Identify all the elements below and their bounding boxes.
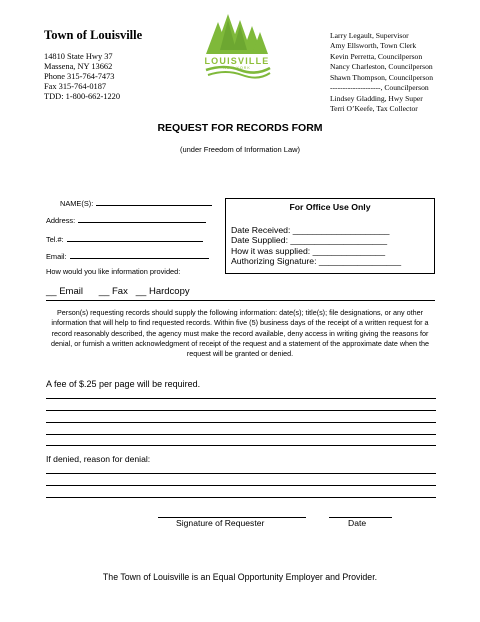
- footer-statement: The Town of Louisville is an Equal Opportunity Employer and Provider.: [102, 572, 378, 582]
- signature-label: Signature of Requester: [176, 518, 265, 528]
- staff-hwy-super: Lindsey Gladding, Hwy Super: [330, 94, 423, 103]
- fee-write-line[interactable]: [46, 422, 436, 423]
- logo-subtext: NEW YORK: [223, 66, 251, 70]
- date-label: Date: [348, 518, 367, 528]
- policy-paragraph: Person(s) requesting records should supply the following information: date(s); title(s); file designations, or any other information that will help to find requested records. Within five (5) business days of the receipt of a written request for a record reasonably described, the agency must make the record available, deny access in writing giving the reasons for denial, or furnish a written acknowledgment of receipt of the request and a statement of the approximate date when the request will be granted or denied.: [51, 308, 429, 359]
- office-use-title: For Office Use Only: [289, 202, 371, 212]
- staff-councilperson: Kevin Perretta, Councilperson: [330, 52, 423, 61]
- fee-write-line[interactable]: [46, 410, 436, 411]
- name-label: NAME(S):: [60, 199, 94, 208]
- logo-text: LOUISVILLE: [204, 56, 270, 66]
- tel-input-line[interactable]: [67, 234, 203, 242]
- staff-councilperson: Nancy Charleston, Councilperson: [330, 62, 433, 71]
- name-input-line[interactable]: [96, 198, 212, 206]
- how-supplied-line: How it was supplied: _______________: [231, 246, 386, 256]
- fax-line: Fax 315-764-0187: [44, 82, 107, 91]
- fee-notice: A fee of $.25 per page will be required.: [46, 379, 201, 389]
- tel-label: Tel.#:: [46, 235, 64, 244]
- staff-supervisor: Larry Legault, Supervisor: [330, 31, 409, 40]
- form-subtitle: (under Freedom of Information Law): [179, 145, 301, 154]
- fee-write-line[interactable]: [46, 398, 436, 399]
- denial-write-line[interactable]: [46, 497, 436, 498]
- denial-label: If denied, reason for denial:: [46, 454, 151, 464]
- email-field[interactable]: [46, 251, 209, 261]
- name-field[interactable]: [60, 198, 212, 208]
- section-divider: [46, 300, 435, 301]
- staff-town-clerk: Amy Ellsworth, Town Clerk: [330, 41, 417, 50]
- address-field[interactable]: [46, 215, 206, 225]
- phone-line: Phone 315-764-7473: [44, 72, 115, 81]
- authorizing-signature-line: Authorizing Signature: _________________: [231, 256, 402, 266]
- form-title: REQUEST FOR RECORDS FORM: [157, 122, 323, 134]
- how-provided-label: How would you like information provided:: [46, 267, 181, 276]
- staff-councilperson: Shawn Thompson, Councilperson: [330, 73, 434, 82]
- date-received-line: Date Received: ____________________: [231, 225, 390, 235]
- denial-write-line[interactable]: [46, 485, 436, 486]
- address-line: 14810 State Hwy 37: [44, 52, 113, 61]
- email-label: Email:: [46, 252, 67, 261]
- address-label: Address:: [46, 216, 76, 225]
- address-input-line[interactable]: [78, 215, 206, 223]
- tdd-line: TDD: 1-800-662-1220: [44, 92, 121, 101]
- date-supplied-line: Date Supplied: ____________________: [231, 235, 388, 245]
- tel-field[interactable]: [46, 234, 203, 244]
- fee-write-line[interactable]: [46, 434, 436, 435]
- denial-write-line[interactable]: [46, 473, 436, 474]
- delivery-options[interactable]: __ Email __ Fax __ Hardcopy: [46, 286, 190, 297]
- town-name: Town of Louisville: [44, 28, 143, 42]
- email-input-line[interactable]: [70, 251, 209, 259]
- address-line: Massena, NY 13662: [44, 62, 113, 71]
- staff-councilperson: --------------------, Councilperson: [330, 83, 429, 92]
- staff-tax-collector: Terri O’Keefe, Tax Collector: [330, 104, 418, 113]
- fee-write-line[interactable]: [46, 445, 436, 446]
